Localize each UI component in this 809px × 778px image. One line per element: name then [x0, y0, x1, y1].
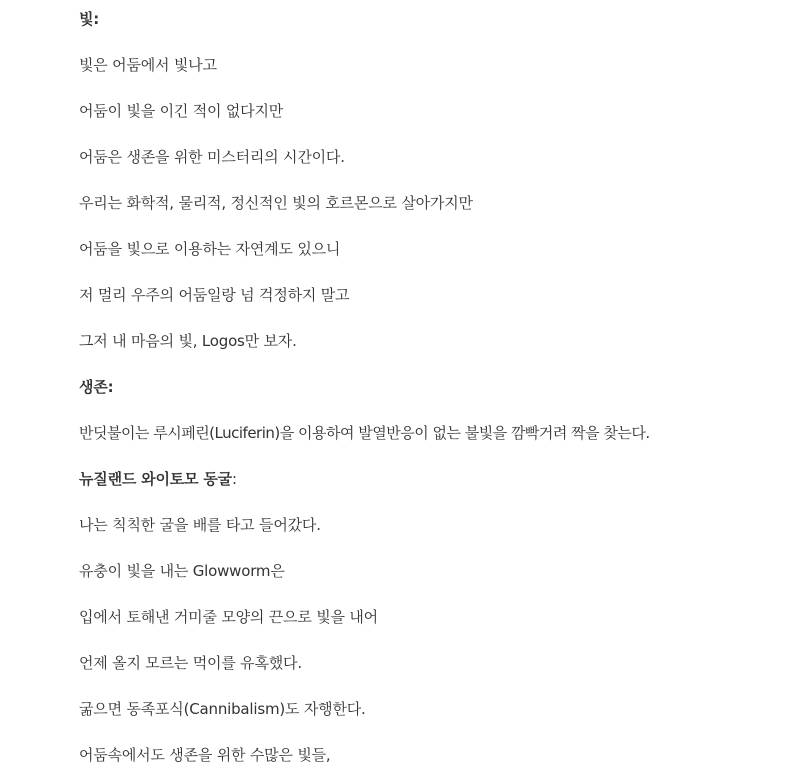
heading-light: 빛:	[79, 10, 100, 28]
paragraph-line: 빛은 어둠에서 빛나고	[79, 56, 217, 74]
paragraph-line: 굶으면 동족포식(Cannibalism)도 자행한다.	[79, 700, 366, 718]
paragraph-line: 어둠속에서도 생존을 위한 수많은 빛들,	[79, 746, 331, 764]
paragraph-line: 언제 올지 모르는 먹이를 유혹했다.	[79, 654, 302, 672]
heading-cave-colon: :	[231, 470, 237, 488]
paragraph-line: 유충이 빛을 내는 Glowworm은	[79, 562, 285, 580]
paragraph-line: 반딧불이는 루시페린(Luciferin)을 이용하여 발열반응이 없는 불빛을 깜빡거려 짝을 찾는다.	[79, 424, 650, 442]
paragraph-line: 나는 칙칙한 굴을 배를 타고 들어갔다.	[79, 516, 321, 534]
paragraph-line: 어둠이 빛을 이긴 적이 없다지만	[79, 102, 284, 120]
heading-cave	[79, 467, 237, 491]
paragraph-line: 저 멀리 우주의 어둠일랑 넘 걱정하지 말고	[79, 286, 350, 304]
paragraph-line: 어둠은 생존을 위한 미스터리의 시간이다.	[79, 148, 345, 166]
paragraph-line: 어둠을 빛으로 이용하는 자연계도 있으니	[79, 240, 341, 258]
paragraph-line: 입에서 토해낸 거미줄 모양의 끈으로 빛을 내어	[79, 608, 378, 626]
paragraph-line: 그저 내 마음의 빛, Logos만 보자.	[79, 332, 297, 350]
heading-cave-title: 뉴질랜드 와이토모 동굴	[79, 470, 232, 488]
heading-survival: 생존:	[79, 378, 114, 396]
paragraph-line: 우리는 화학적, 물리적, 정신적인 빛의 호르몬으로 살아가지만	[79, 194, 473, 212]
